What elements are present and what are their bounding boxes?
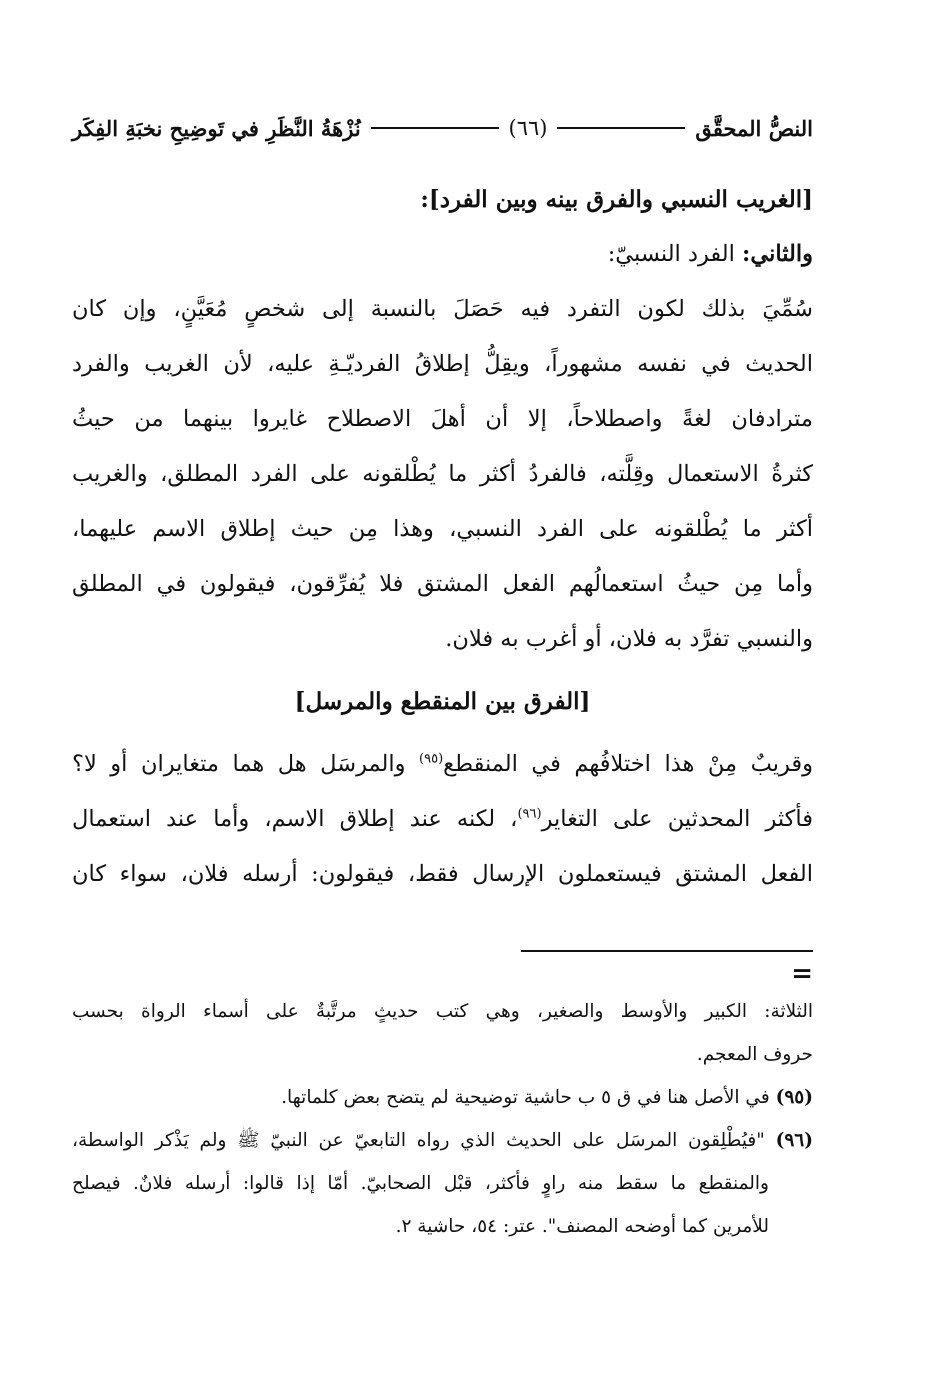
book-page [72, 0, 813, 1390]
intro-label: والثاني: [742, 241, 813, 267]
page-number: (٦٦) [508, 116, 548, 140]
text-segment: وقريبٌ مِنْ هذا اختلافُهم في المنقطع [443, 751, 813, 777]
footnote-text: في الأصل هنا في ق ٥ ب حاشية توضيحية لم يتضح بعض كلماتها. [281, 1087, 776, 1108]
footnote-number: (٩٥) [775, 1087, 813, 1108]
footnote-number: (٩٦) [775, 1130, 813, 1151]
paragraph-last-line: والنسبي تفرَّد به فلان، أو أغرب به فلان. [445, 626, 813, 652]
section-heading-munqati: [الفرق بين المنقطع والمرسل] [294, 688, 591, 715]
header-section-title: النصُّ المحقَّق [695, 115, 813, 141]
running-header [72, 108, 813, 148]
text-segment: والمرسَل هل هما متغايران أو لا؟ [72, 751, 420, 777]
footnote-continued-line: حروف المعجم. [696, 1044, 813, 1065]
paragraph-line: أكثر ما يُطْلقونه على الفرد النسبي، وهذا مِن حيث إطلاق الاسم عليهما، [72, 516, 813, 542]
footnote-text: "فيُطْلِقون المرسَل على الحديث الذي رواه التابعيّ عن النبيّ ﷺ ولم يَذْكر الواسطة، [72, 1130, 776, 1151]
header-rule-right [557, 127, 685, 129]
footnote-95 [72, 1076, 813, 1119]
footnote-96 [72, 1119, 813, 1162]
footnotes [72, 990, 813, 1248]
paragraph-line: الحديث في نفسه مشهوراً، ويقِلُّ إطلاقُ الفرديّـةِ عليه، لأن الغريب والفرد [72, 351, 813, 377]
footnote-ref-96[interactable]: (٩٦) [517, 806, 542, 822]
section-heading-gharib: [الغريب النسبي والفرق بينه وبين الفرد]: [420, 186, 813, 213]
paragraph-line: وأما مِن حيثُ استعمالُهم الفعل المشتق فلا يُفرِّقون، فيقولون في المطلق [72, 571, 813, 597]
paragraph-line: الفعل المشتق فيستعملون الإرسال فقط، فيقولون: أرسله فلان، سواء كان [72, 861, 813, 887]
paragraph-line: مترادفان لغةً واصطلاحاً، إلا أن أهلَ الاصطلاح غايروا بينهما من حيثُ [72, 406, 813, 432]
footnote-ref-95[interactable]: (٩٥) [419, 751, 444, 767]
footnote-line: للأمرين كما أوضحه المصنف". عتر: ٥٤، حاشية ٢. [395, 1216, 769, 1237]
text-segment: فأكثر المحدثين على التغاير [541, 806, 813, 832]
intro-term: الفرد النسبيّ: [607, 241, 743, 267]
footnote-separator [521, 950, 813, 952]
intro-line [72, 227, 813, 282]
footnote-line: والمنقطع ما سقط منه راوٍ فأكثر، قبْل الصحابيّ. أمّا إذا قالوا: أرسله فلانٌ. فيصلح [72, 1173, 769, 1194]
text-segment: ، لكنه عند إطلاق الاسم، وأما عند استعمال [72, 806, 518, 832]
paragraph-line: سُمِّيَ بذلك لكون التفرد فيه حَصَلَ بالنسبة إلى شخصٍ مُعَيَّنٍ، وإن كان [72, 296, 813, 322]
paragraph-line-with-note [72, 737, 813, 792]
main-text [72, 172, 813, 902]
paragraph-line-with-note [72, 792, 813, 847]
header-book-title: نُزْهَةُ النَّظَرِ في تَوضِيحِ نخبَةِ الفِكَر [71, 115, 361, 141]
footnote-continuation-mark: = [791, 959, 813, 989]
footnote-continued-line: الثلاثة: الكبير والأوسط والصغير، وهي كتب حديثٍ مرتَّبةٌ على أسماء الرواة بحسب [72, 1001, 813, 1022]
header-rule-left [371, 127, 499, 129]
paragraph-line: كثرةُ الاستعمال وقِلَّته، فالفردُ أكثر ما يُطْلقونه على الفرد المطلق، والغريب [72, 461, 813, 487]
